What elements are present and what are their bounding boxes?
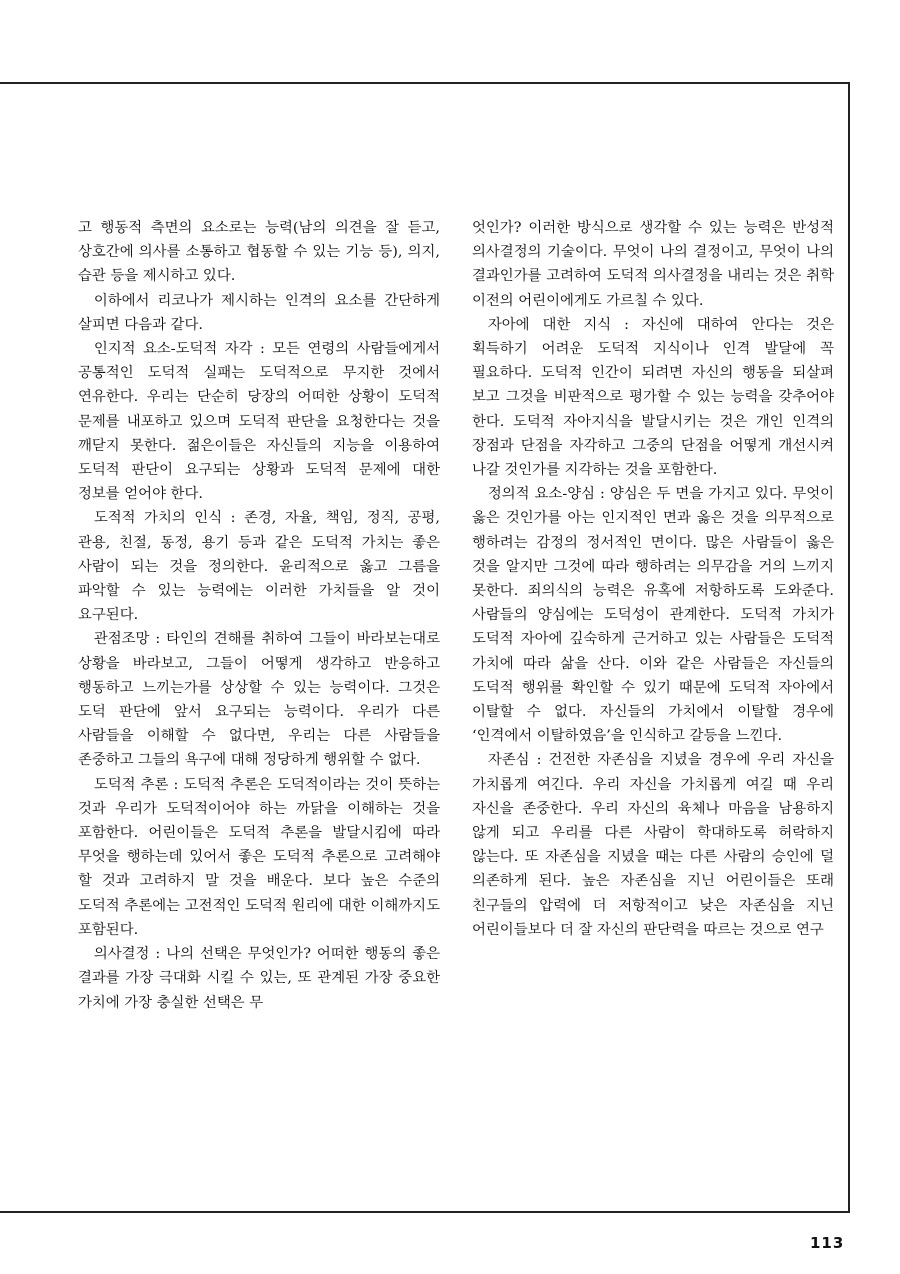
paragraph: 도적적 가치의 인식 : 존경, 자율, 책임, 정직, 공평, 관용, 친절, 동정, 용기 등과 같은 도덕적 가치는 좋은 사람이 되는 것을 정의한다. 윤리적으로 옳고 그름을 파악할 수 있는 능력에는 이러한 가치들을 알 것이 요구된다.: [78, 510, 440, 624]
paragraph: 관점조망 : 타인의 견해를 취하여 그들이 바라보는대로 상황을 바라보고, 그들이 어떻게 생각하고 반응하고 행동하고 느끼는가를 상상할 수 있는 능력이다. 그것은 도덕 판단에 앞서 요구되는 능력이다. 우리가 다른 사람들을 이해할 수 없다면, 우리는 다른 사람들을 존중하고 그들의 욕구에 대해 정당하게 행위할 수 없다.: [78, 631, 440, 769]
paragraph: 자아에 대한 지식 : 자신에 대하여 안다는 것은 획득하기 어려운 도덕적 지식이나 인격 발달에 꼭 필요하다. 도덕적 인간이 되려면 자신의 행동을 되살펴 보고 그것을 비판적으로 평가할 수 있는 능력을 갖추어야 한다. 도덕적 자아지식을 발달시키는 것은 개인 인격의 장점과 단점을 자각하고 그중의 단점을 어떻게 개선시켜 나갈 것인가를 지각하는 것을 포함한다.: [472, 316, 834, 479]
top-border-rule: [0, 82, 850, 84]
paragraph: 정의적 요소-양심 : 양심은 두 면을 가지고 있다. 무엇이 옳은 것인가를 아는 인지적인 면과 옳은 것을 의무적으로 행하려는 감정의 정서적인 면이다. 많은 사람들이 옳은 것을 알지만 그것에 따라 행하려는 의무감을 거의 느끼지 못한다. 죄의식의 능력은 유혹에 저항하도록 도와준다. 사람들의 양심에는 도덕성이 관계한다. 도덕적 가치가 도덕적 자아에 깊숙하게 근거하고 있는 사람들은 도덕적 가치에 따라 삶을 산다. 이와 같은 사람들은 자신들의 도덕적 행위를 확인할 수 있기 때문에 도덕적 자아에서 이탈할 수 없다. 자신들의 가치에서 이탈할 경우에 ‘인격에서 이탈하였음’을 인식하고 갈등을 느낀다.: [472, 486, 834, 745]
right-border-rule: [848, 82, 850, 1212]
page-number: 113: [810, 1234, 845, 1252]
paragraph: 도덕적 추론 : 도덕적 추론은 도덕적이라는 것이 뜻하는 것과 우리가 도덕적이어야 하는 까닭을 이해하는 것을 포함한다. 어린이들은 도덕적 추론을 발달시킴에 따라 무엇을 행하는데 있어서 좋은 도덕적 추론으로 고려해야 할 것과 고려하지 말 것을 배운다. 보다 높은 수준의 도덕적 추론에는 고전적인 도덕적 원리에 대한 이해까지도 포함된다.: [78, 776, 440, 938]
paragraph: 이하에서 리코나가 제시하는 인격의 요소를 간단하게 살피면 다음과 같다.: [78, 292, 440, 333]
bottom-border-rule: [0, 1211, 850, 1213]
left-text-column: [78, 216, 440, 1166]
paragraph: 자존심 : 건전한 자존심을 지녔을 경우에 우리 자신을 가치롭게 여긴다. 우리 자신을 가치롭게 여길 때 우리 자신을 존중한다. 우리 자신의 육체나 마음을 남용하지 않게 되고 우리를 다른 사람이 학대하도록 허락하지 않는다. 또 자존심을 지녔을 때는 다른 사람의 승인에 덜 의존하게 된다. 높은 자존심을 지닌 어린이들은 또래 친구들의 압력에 더 저항적이고 낮은 자존심을 지닌 어린이들보다 더 잘 자신의 판단력을 따르는 것으로 연구: [472, 752, 834, 938]
paragraph: 인지적 요소-도덕적 자각 : 모든 연령의 사람들에게서 공통적인 도덕적 실패는 도덕적으로 무지한 것에서 연유한다. 우리는 단순히 당장의 어떠한 상황이 도덕적 문제를 내포하고 있으며 도덕적 판단을 요청한다는 것을 깨닫지 못한다. 젊은이들은 자신들의 지능을 이용하여 도덕적 판단이 요구되는 상황과 도덕적 문제에 대한 정보를 얻어야 한다.: [78, 341, 440, 503]
right-text-column: [472, 216, 834, 1166]
paragraph: 의사결정 : 나의 선택은 무엇인가? 어떠한 행동의 좋은 결과를 가장 극대화 시킬 수 있는, 또 관계된 가장 중요한 가치에 가장 충실한 선택은 무: [78, 946, 440, 1011]
paragraph: 고 행동적 측면의 요소로는 능력(남의 의견을 잘 듣고, 상호간에 의사를 소통하고 협동할 수 있는 기능 등), 의지, 습관 등을 제시하고 있다.: [78, 220, 440, 285]
paragraph: 엇인가? 이러한 방식으로 생각할 수 있는 능력은 반성적 의사결정의 기술이다. 무엇이 나의 결정이고, 무엇이 나의 결과인가를 고려하여 도덕적 의사결정을 내리는 것은 취학 이전의 어린이에게도 가르칠 수 있다.: [472, 220, 834, 309]
